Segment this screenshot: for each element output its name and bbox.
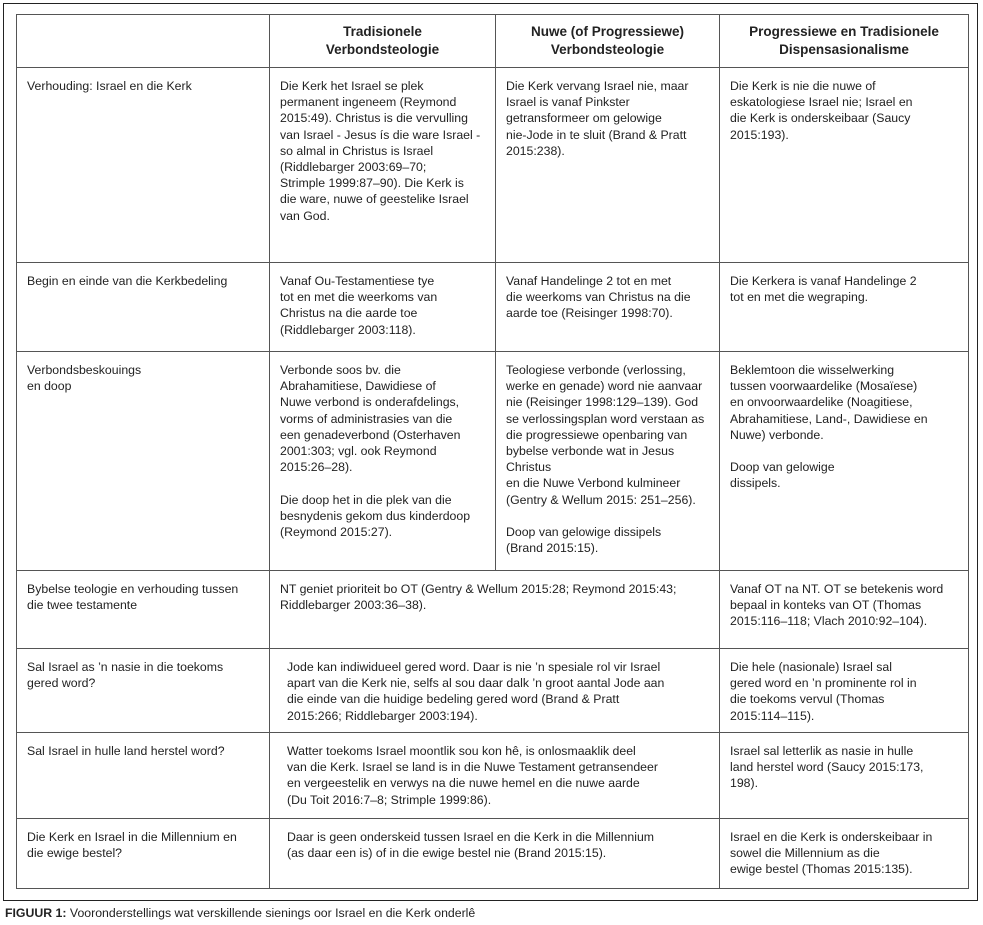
header-dispensationalism: Progressiewe en Tradisionele Dispensasionalisme	[720, 15, 969, 68]
cell-new: Die Kerk vervang Israel nie, maar Israel is vanaf Pinkster getransformeer om gelowige nie-Jode in te sluit (Brand & Pratt 2015:238).	[506, 79, 689, 158]
cell-dispensational: Beklemtoon die wisselwerking tussen voorwaardelike (Mosaïese) en onvoorwaardelike (Noagitiese, Abrahamitiese, Land-, Dawidiese en Nuwe) verbonde. Doop van gelowige dissipels.	[730, 363, 928, 491]
caption-text: Vooronderstellings wat verskillende sienings oor Israel en die Kerk onderlê	[66, 906, 476, 920]
cell-dispensational: Israel en die Kerk is onderskeibaar in sowel die Millennium as die ewige bestel (Thomas 2015:135).	[730, 830, 933, 877]
cell-traditional: Die Kerk het Israel se plek permanent ingeneem (Reymond 2015:49). Christus is die vervulling van Israel - Jesus ís die ware Israel - so almal in Christus is Israel (Riddlebarger 2003:69–70; Strimple 1999:87–90). Die Kerk is die ware, nuwe of geestelike Israel van God.	[280, 79, 481, 223]
row-label: Die Kerk en Israel in die Millennium en die ewige bestel?	[27, 830, 237, 861]
cell-covenant-merged: Daar is geen onderskeid tussen Israel en die Kerk in die Millennium (as daar een is) of in die ewige bestel nie (Brand 2015:15).	[287, 830, 655, 861]
cell-traditional: Vanaf Ou-Testamentiese tye tot en met die weerkoms van Christus na die aarde toe (Riddlebarger 2003:118).	[280, 274, 438, 337]
cell-new: Teologiese verbonde (verlossing, werke en genade) word nie aanvaar nie (Reisinger 1998:129–139). God se verlossingsplan word verstaan as die progressiewe openbaring van bybelse verbonde wat in Jesus Christus en die Nuwe Verbond kulmineer (Gentry & Wellum 2015: 251–256). Doop van gelowige dissipels (Brand 2015:15).	[506, 363, 705, 556]
cell-covenant-merged: NT geniet prioriteit bo OT (Gentry & Wellum 2015:28; Reymond 2015:43; Riddlebarger 2003:36–38).	[280, 582, 677, 613]
table-row	[17, 819, 969, 889]
row-label: Sal Israel as ’n nasie in die toekoms gered word?	[27, 660, 224, 691]
cell-covenant-merged: Watter toekoms Israel moontlik sou kon hê, is onlosmaaklik deel van die Kerk. Israel se land is in die Nuwe Testament getransendeer en vergeestelik en verwys na die nuwe hemel en die nuwe aarde (Du Toit 2016:7–8; Strimple 1999:86).	[287, 744, 658, 807]
header-new-covenant: Nuwe (of Progressiewe) Verbondsteologie	[496, 15, 720, 68]
table-row	[17, 263, 969, 352]
table-row	[17, 352, 969, 571]
table-row	[17, 733, 969, 819]
table-row	[17, 68, 969, 263]
cell-dispensational: Israel sal letterlik as nasie in hulle land herstel word (Saucy 2015:173, 198).	[730, 744, 924, 791]
figure-caption	[5, 906, 475, 920]
row-label: Bybelse teologie en verhouding tussen die twee testamente	[27, 582, 239, 613]
table-row	[17, 649, 969, 733]
comparison-table	[16, 14, 969, 889]
row-label: Begin en einde van die Kerkbedeling	[27, 274, 228, 288]
cell-dispensational: Vanaf OT na NT. OT se betekenis word bepaal in konteks van OT (Thomas 2015:116–118; Vlach 2010:92–104).	[730, 582, 944, 629]
caption-label: FIGUUR 1:	[5, 906, 67, 920]
row-label: Verbondsbeskouings en doop	[27, 363, 142, 394]
cell-covenant-merged: Jode kan indiwidueel gered word. Daar is nie ’n spesiale rol vir Israel apart van die Kerk nie, selfs al sou daar dalk ’n groot aantal Jode aan die einde van die huidige bedeling gered word (Brand & Pratt 2015:266; Riddlebarger 2003:194).	[287, 660, 665, 723]
table-row	[17, 571, 969, 649]
row-label: Sal Israel in hulle land herstel word?	[27, 744, 225, 758]
cell-dispensational: Die Kerkera is vanaf Handelinge 2 tot en met die wegraping.	[730, 274, 917, 305]
cell-traditional: Verbonde soos bv. die Abrahamitiese, Dawidiese of Nuwe verbond is onderafdelings, vorms of administrasies van die een genadeverbond (Osterhaven 2001:303; vgl. ook Reymond 2015:26–28). Die doop het in die plek van die besnydenis gekom dus kinderdoop (Reymond 2015:27).	[280, 363, 471, 540]
header-traditional-covenant: Tradisionele Verbondsteologie	[270, 15, 496, 68]
header-empty	[17, 15, 270, 68]
cell-dispensational: Die Kerk is nie die nuwe of eskatologiese Israel nie; Israel en die Kerk is onderskeibaar (Saucy 2015:193).	[730, 79, 913, 142]
header-row	[17, 15, 969, 68]
row-label: Verhouding: Israel en die Kerk	[27, 79, 192, 93]
cell-dispensational: Die hele (nasionale) Israel sal gered word en ’n prominente rol in die toekoms vervul (Thomas 2015:114–115).	[730, 660, 917, 723]
cell-new: Vanaf Handelinge 2 tot en met die weerkoms van Christus na die aarde toe (Reisinger 1998:70).	[506, 274, 691, 321]
